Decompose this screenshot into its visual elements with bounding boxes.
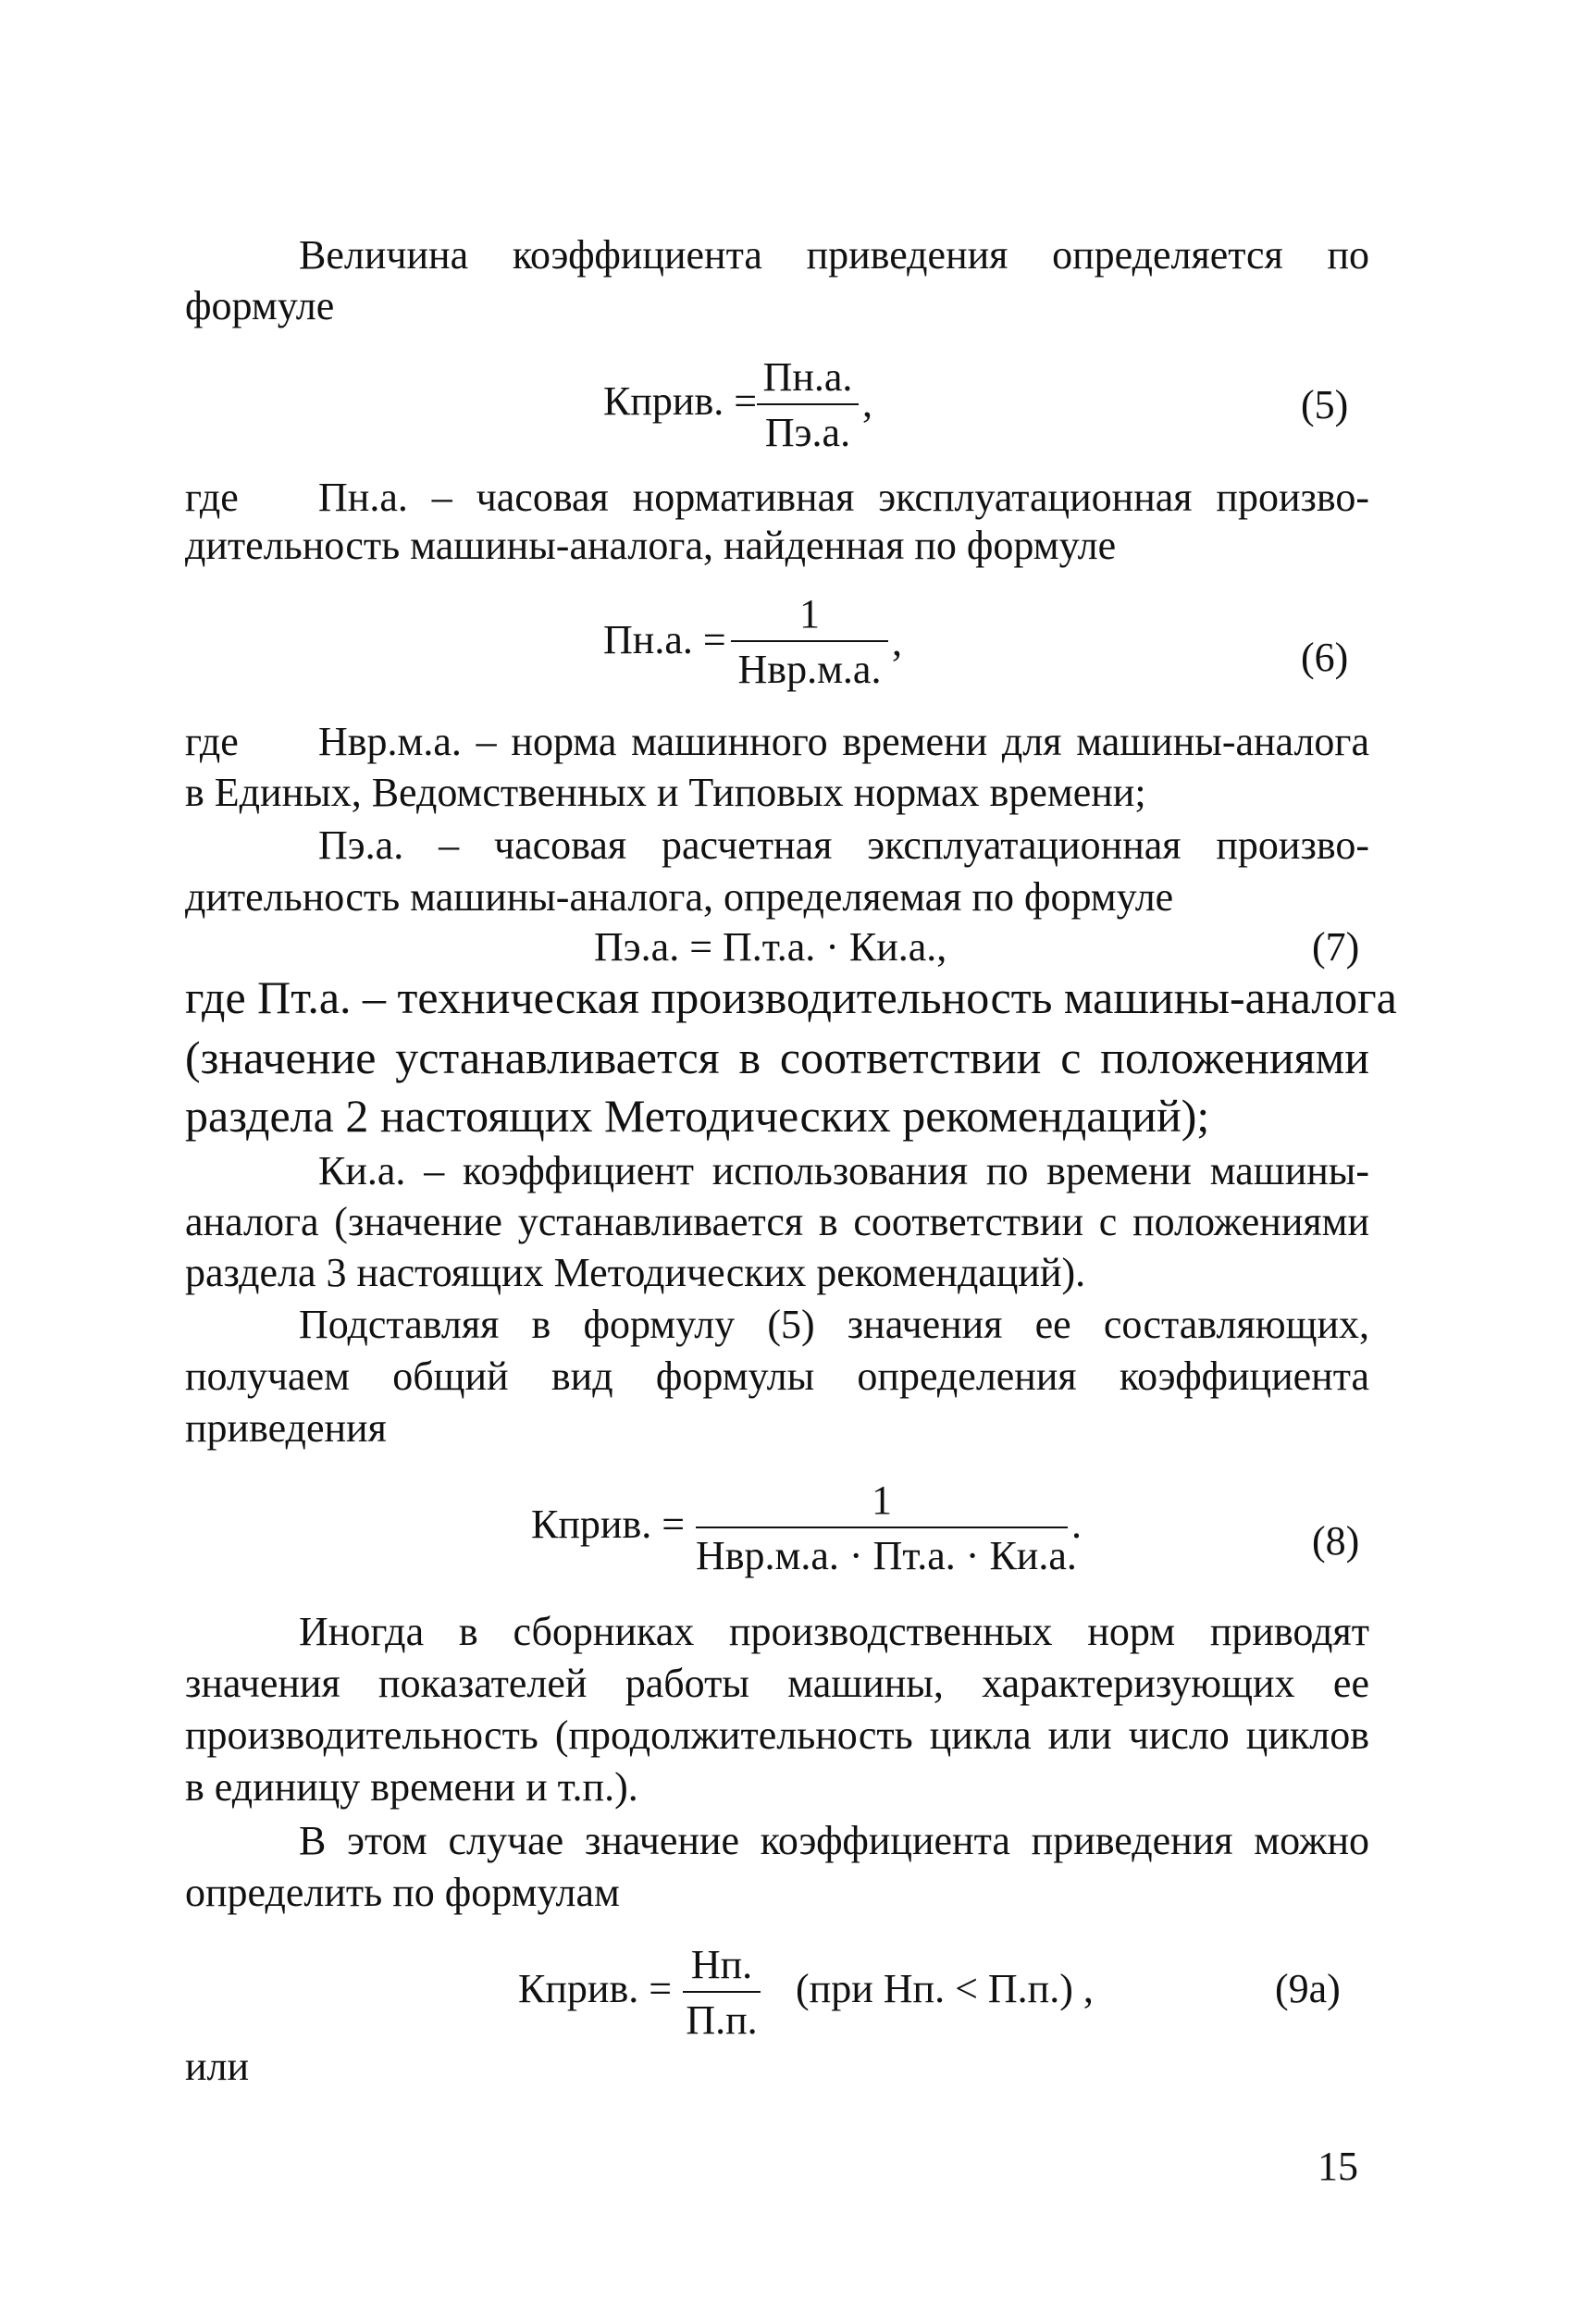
where-label: где <box>185 719 239 764</box>
paragraph-line: Пэ.а. – часовая расчетная эксплуатационная произво- <box>318 822 1369 868</box>
fraction <box>757 353 859 463</box>
paragraph-line: приведения <box>185 1405 387 1451</box>
fraction-numerator: Пн.а. <box>762 354 853 400</box>
paragraph-line: в Единых, Ведомственных и Типовых нормах времени; <box>185 770 1146 815</box>
fraction-denominator: П.п. <box>686 1997 758 2043</box>
formula-lhs: Пн.а. = <box>603 617 726 662</box>
paragraph-line: где Пт.а. – техническая производительность машины-аналога <box>185 971 1397 1023</box>
fraction <box>731 590 888 699</box>
paragraph-line: Величина коэффициента приведения определяется по <box>299 232 1369 278</box>
formula-lhs: Кприв. = <box>603 378 758 424</box>
formula-punct: . <box>1071 1502 1082 1547</box>
equation-number: (7) <box>1312 924 1360 970</box>
fraction-numerator: Нп. <box>690 1942 753 1987</box>
paragraph-line: Пн.а. – часовая нормативная эксплуатационная произво- <box>318 475 1369 520</box>
paragraph-line: производительность (продолжительность цикла или число циклов <box>185 1712 1369 1758</box>
fraction-numerator: 1 <box>872 1477 892 1523</box>
fraction-denominator: Нвр.м.а. <box>737 647 882 692</box>
paragraph-line: (значение устанавливается в соответствии с положениями <box>185 1032 1369 1083</box>
formula-7: Пэ.а. = П.т.а. · Ки.а., <box>594 924 947 970</box>
paragraph-line: в единицу времени и т.п.). <box>185 1764 638 1810</box>
paragraph-line: В этом случае значение коэффициента приведения можно <box>299 1818 1369 1863</box>
fraction-bar <box>757 403 859 405</box>
paragraph-line: раздела 3 настоящих Методических рекомендаций). <box>185 1250 1086 1295</box>
fraction-bar <box>696 1527 1068 1528</box>
fraction-denominator: Пэ.а. <box>764 410 851 455</box>
formula-lhs: Кприв. = <box>518 1966 673 2011</box>
formula-lhs: Кприв. = <box>531 1502 686 1547</box>
equation-number: (6) <box>1301 635 1349 680</box>
equation-number: (9а) <box>1275 1966 1341 2011</box>
paragraph-line: раздела 2 настоящих Методических рекомендаций); <box>185 1090 1210 1142</box>
paragraph-line: Ки.а. – коэффициент использования по времени машины- <box>318 1148 1369 1193</box>
equation-number: (5) <box>1301 382 1349 427</box>
fraction-bar <box>731 640 888 642</box>
fraction-numerator: 1 <box>799 591 820 637</box>
paragraph-line: формуле <box>185 283 335 328</box>
formula-punct: , <box>892 619 902 664</box>
paragraph-line: дительность машины-аналога, найденная по формуле <box>185 523 1117 568</box>
paragraph-line: или <box>185 2044 250 2089</box>
formula-punct: , <box>862 380 872 426</box>
paragraph-line: Иногда в сборниках производственных норм приводят <box>299 1609 1369 1654</box>
equation-number: (8) <box>1312 1518 1360 1564</box>
paragraph-line: Нвр.м.а. – норма машинного времени для машины-аналога <box>318 719 1369 764</box>
paragraph-line: аналога (значение устанавливается в соответствии с положениями <box>185 1199 1369 1244</box>
paragraph-line: получаем общий вид формулы определения коэффициента <box>185 1354 1369 1399</box>
paragraph-line: значения показателей работы машины, характеризующих ее <box>185 1661 1369 1706</box>
fraction <box>683 1941 761 2050</box>
fraction-denominator: Нвр.м.а. · Пт.а. · Ки.а. <box>696 1533 1077 1578</box>
page-number: 15 <box>1318 2144 1358 2189</box>
paragraph-line: дительность машины-аналога, определяемая по формуле <box>185 874 1174 920</box>
formula-condition: (при Нп. < П.п.) , <box>796 1966 1094 2011</box>
where-label: где <box>185 475 239 520</box>
fraction <box>696 1477 1077 1586</box>
paragraph-line: определить по формулам <box>185 1870 620 1915</box>
fraction-bar <box>683 1991 761 1993</box>
paragraph-line: Подставляя в формулу (5) значения ее составляющих, <box>299 1302 1369 1347</box>
